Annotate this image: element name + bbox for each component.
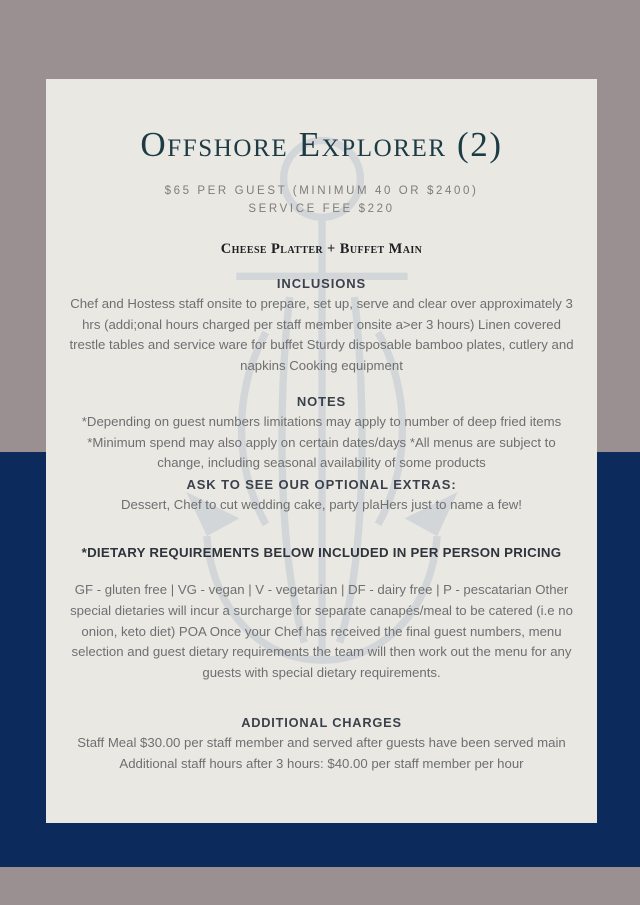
section-body-inclusions: Chef and Hostess staff onsite to prepare, set up, serve and clear over approximately 3 hrs (addi;onal hours charged per staff member onsite a>er 3 hours) Linen covered trestle tables and service ware for buffet Sturdy disposable bamboo plates, cutlery and napkins Cooking equipment <box>69 296 574 373</box>
service-fee-line: SERVICE FEE $220 <box>248 202 395 215</box>
pricing-subtitle <box>68 165 575 219</box>
section-body-notes: *Depending on guest numbers limitations may apply to number of deep fried items *Minimum spend may also apply on certain dates/days *All menus are subject to change, including seasonal availability of some products <box>81 414 562 470</box>
menu-summary-line: Cheese Platter + Buffet Main <box>220 241 423 258</box>
price-line: $65 PER GUEST (MINIMUM 40 OR $2400) <box>164 184 479 197</box>
section-heading-notes: NOTES <box>296 394 347 410</box>
section-heading-inclusions: INCLUSIONS <box>276 276 367 292</box>
section-body-additional-charges: Staff Meal $30.00 per staff member and served after guests have been served main Additional staff hours after 3 hours: $40.00 per staff member per hour <box>77 735 566 771</box>
section-heading-optional-extras: ASK TO SEE OUR OPTIONAL EXTRAS: <box>186 477 457 493</box>
section-body-dietary: GF - gluten free | VG - vegan | V - vegetarian | DF - dairy free | P - pescatarian Other special dietaries will incur a surcharge for separate canapés/meal to be catered (i.e no onion, keto diet) POA Once your Chef has received the final guest numbers, menu selection and guest dietary requirements the team will then work out the menu for any guests with special dietary requirements. <box>70 581 573 681</box>
background-band-bottom <box>0 867 640 905</box>
menu-card <box>46 79 597 823</box>
section-heading-dietary: *DIETARY REQUIREMENTS BELOW INCLUDED IN PER PERSON PRICING <box>81 544 562 560</box>
section-body-optional-extras: Dessert, Chef to cut wedding cake, party plaHers just to name a few! <box>121 497 522 513</box>
flyer-content <box>46 79 597 774</box>
page-title: Offshore Explorer (2) <box>140 125 503 164</box>
section-heading-additional-charges: ADDITIONAL CHARGES <box>241 715 402 731</box>
